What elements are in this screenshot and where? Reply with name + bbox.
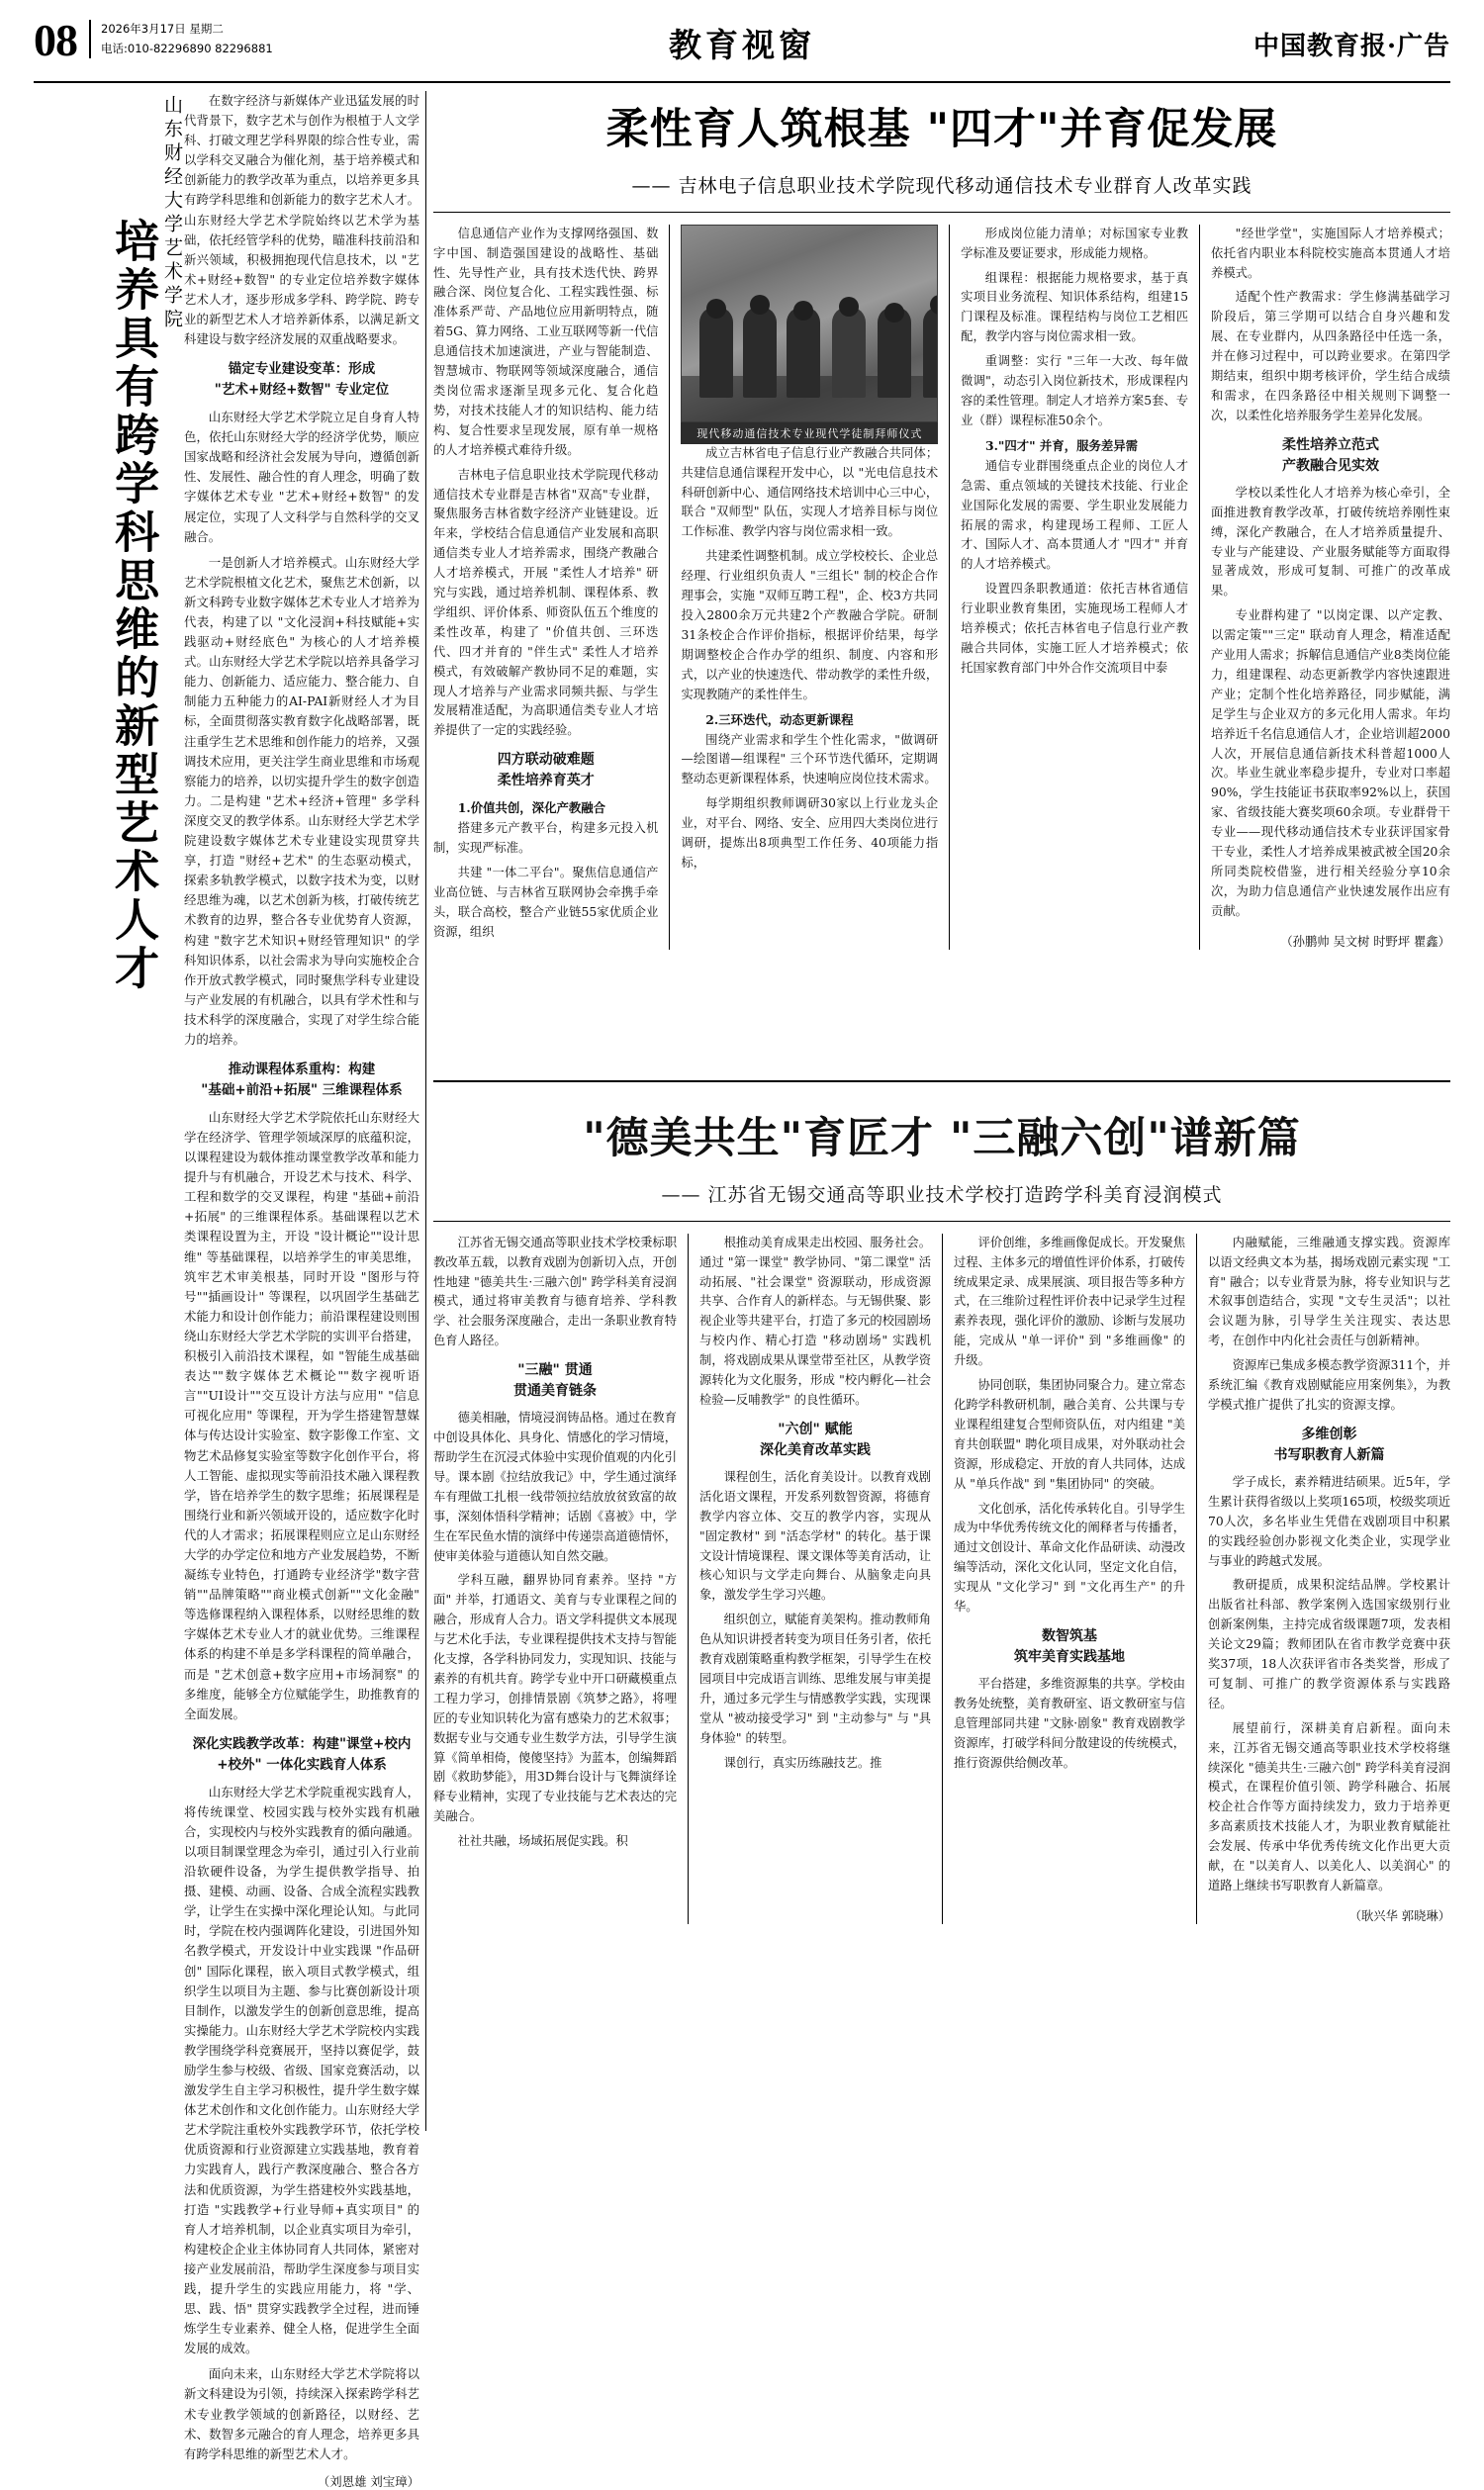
left-feature-paragraph: 山东财经大学艺术学院重视实践育人，将传统课堂、校园实践与校外实践有机融合，实现校内与校外实践教育的循向融通。以项目制课堂理念为牵引，通过引入行业前沿软硬件设备，为学生提供教学指导、拍摄、建模、动画、设备、合成全流程实践教学，让学生在实操中深化理论认知。与此同时，学院在校内强调阵化建设，引进国外知名教学模式，开发设计中业实践课 "作品研创" 国际化课程，嵌入项目式教学模式，组织学生以项目为主题、参与比赛创新设计项目制作，以激发学生的创新创意思维，提高实操能力。山东财经大学艺术学院校内实践教学围绕学科竞赛展开，坚持以赛促学，鼓励学生参与校级、省级、国家竞赛活动，以激发学生自主学习积极性，提升学生数字媒体艺术创作和文化创作能力。山东财经大学艺术学院注重校外实践教学环节，依托学校优质资源和行业资源建立实践基地，教育着力实践育人，践行产教深度融合、整合各方法和优质资源，为学生搭建校外实践基地，打造 "实践教学+行业导师+真实项目" 的育人才培养机制，以企业真实项目为牵引，构建校企企业主体协同育人共同体，紧密对接产业发展前沿，帮助学生深度参与项目实践，提升学生的实践应用能力，将 "学、思、践、悟" 贯穿实践教学全过程，进而锤炼学生专业素养、健全人格，促进学生全面发展的成效。 (184, 1784, 419, 2356)
article-1-subsection-heading: 柔性培养立范式 产教融合见实效 (1282, 436, 1379, 474)
article-1-paragraph: 专业群构建了 "以岗定课、以产定教、以需定策""三定" 联动育人理念，精准适配产业用人需求；拆解信息通信产业8类岗位能力，组建课程、动态更新教学内容快速跟进产业；定制个性化培养路径，同步赋能，满足学生与企业双方的多元化用人需求。年均培养近千名信息通信人才，企业培训超2000人次，开展信息通信新技术科普超1000人次。毕业生就业率稳步提升，专业对口率超90%，学生技能证书获取率92%以上，获国家、省级技能大赛奖项60余项。专业群骨干专业——现代移动通信技术专业获评国家骨干专业，柔性人才培养成果被武被全国20余所同类院校借鉴，进行相关经验分享10余次，为助力信息通信产业快速发展作出应有贡献。 (1211, 608, 1450, 918)
article-2-paragraph: 平台搭建，多维资源集的共享。学校由教务处统整，美育教研室、语文教研室与信息管理部同共建 "文脉·剧象" 教育戏剧教学资源库，打破学科间分散建设的传统模式，推行资源供给侧改革。 (954, 1676, 1185, 1770)
article-1-photo (681, 225, 938, 422)
right-region (433, 91, 1450, 2131)
article-2-paragraph: 社社共融，场域拓展促实践。积 (457, 1834, 628, 1849)
article-1-col-1 (433, 225, 669, 950)
article-2-byline: （耿兴华 郭晓琳） (1348, 1908, 1450, 1923)
article-1-rule (433, 212, 1450, 213)
vertical-subtitle: 山东财经大学艺术学院 (161, 95, 183, 332)
article-1-run-heading: 2.三环迭代，动态更新课程 (705, 711, 854, 727)
article-divider (433, 1080, 1450, 1082)
vertical-title-block (34, 91, 182, 1298)
left-feature-signature: （刘恩雄 刘宝璋） (317, 2473, 419, 2489)
article-1-paragraph: 成立吉林省电子信息行业产教融合共同体；共建信息通信课程开发中心，以 "光电信息技术科研创新中心、通信网络技术培训中心三中心，联合 "双师型" 队伍，实现人才培养目标与岗位工作标准、教学内容与岗位需求相一致。 (681, 445, 939, 539)
article-1-paragraph: 重调整：实行 "三年一大改、每年做微调"，动态引入岗位新技术，形成课程内容的柔性管理。制定人才培养方案5套、专业（群）课程标准50余个。 (961, 354, 1189, 427)
article-1-paragraph: 吉林电子信息职业技术学院现代移动通信技术专业群是吉林省"双高"专业群，聚焦服务吉林省数字经济产业链建设。近年来，学校结合信息通信产业发展和高职通信类专业人才培养需求，围绕产教融合人才培养模式，开展 "柔性人才培养" 研究与实践，通过培养机制、课程体系、教学组织、评价体系、师资队伍五个维度的柔性改革，构建了 "价值共创、三环迭代、四才并育的 "伴生式" 柔性人才培养模式，有效破解产教协同不足的难题，实现人才培养与产业需求同频共振、与学生发展精准适配，为高职通信类专业人才培养提供了一定的实践经验。 (433, 467, 659, 738)
article-2-col-3 (942, 1234, 1196, 1924)
vertical-headline: 培养具有跨学科思维的新型艺术人才 (107, 218, 160, 993)
article-1-paragraph: 组课程：根据能力规格要求，基于真实项目业务流程、知识体系结构，组建15门课程及标准。课程结构与岗位工艺相匹配，教学内容与岗位需求相一致。 (961, 270, 1189, 344)
article-2-subsection-heading: "三融" 贯通 贯通美育链条 (513, 1362, 597, 1400)
article-1-run-heading: 1.价值共创，深化产教融合 (457, 800, 606, 816)
article-1-paragraph: 搭建多元产教平台，构建多元投入机制，实现严标准。 (433, 821, 659, 856)
article-1-paragraph: 共建柔性调整机制。成立学校校长、企业总经理、行业组织负责人 "三组长" 制的校企合作理事会，实施 "双师互聘工程"，企、校3方共同投入2800余万元共建2个产教融合学院。研制31条校企合作评价指标，根据评价结果，每学期调整校企合作办学的组织、制度、内容和形式，以产业的快速迭代、带动教学的柔性升级，实现教随产的柔性伴生。 (681, 549, 939, 701)
left-feature-paragraph: 一是创新人才培养模式。山东财经大学艺术学院根植文化艺术，聚焦艺术创新，以新文科跨专业数字媒体艺术专业人才培养为代表，构建了以 "文化浸润+科技赋能+实践驱动+财经底色" 为核心的人才培养模式。山东财经大学艺术学院以培养具备学习能力、创新能力、适应能力、整合能力、自制能力五种能力的AI-PAI新财经人才为目标，全面贯彻落实教育数字化战略部署，既注重学生艺术思维和创作能力的培养，又强调技术应用，更关注学生商业思维和市场观察能力的培养，以切实提升学生的数字创造力。二是构建 "艺术+经济+管理" 多学科深度交叉的教学体系。山东财经大学艺术学院建设数字媒体艺术专业建设实现贯穿共享，打造 "财经+艺术" 的生态驱动模式，探索多轨教学模式，以数字技术为变，以财经思维为魂，以艺术创新为核，打破传统艺术教育的边界，整合各专业优势育人资源，构建 "数字艺术知识+财经管理知识" 的学科知识体系，以社会需求为导向实施校企合作开放式教学模式，同时聚焦学科专业建设与产业发展的有机融合，以具有学术性和与技术科学的深度融合，实现了对学生综合能力的培养。 (184, 554, 419, 1047)
article-2-paragraph: 评价创维，多维画像促成长。开发聚焦过程、主体多元的增值性评价体系，打破传统成果定录、成果展演、项目报告等多种方式，在三维阶过程性评价表中记录学生过程素养表现，强化评价的激励、诊断与发展功能，完成从 "单一评价" 到 "多维画像" 的升级。 (954, 1235, 1185, 1368)
article-2-subsection-heading: "六创" 赋能 深化美育改革实践 (760, 1421, 871, 1458)
article-2-headline: "德美共生"育匠才 "三融六创"谱新篇 (583, 1114, 1301, 1163)
article-2-subhead: —— 江苏省无锡交通高等职业技术学校打造跨学科美育浸润模式 (661, 1183, 1223, 1206)
article-2-paragraph: 学子成长，素养精进结硕果。近5年，学生累计获得省级以上奖项165项，校级奖项近70人次，多名毕业生凭借在戏剧项目中积累的实践经验创办影视文化类企业，实现学业与事业的跨越式发展。 (1208, 1474, 1450, 1568)
article-2-paragraph: 学科互融，翻界协同育素养。坚持 "方面" 并举，打通语文、美育与专业课程之间的融合，形成育人合力。语文学科提供文本展现与艺术化手法，专业课程提供技术支持与智能化支撑，各学科协同发力，实现知识、技能与素养的有机共育。跨学专业中开口研藏模重点工程力学习，创排情景剧《筑梦之路》，将哩匠的专业知识转化为富有感染力的艺术叙事；数据专业与交通专业生数学方法，引导学生演算《简单相倚，傻傻坚持》为蓝本，创编舞蹈剧《救助梦能》，用3D舞台设计与飞舞演绎诠释专业精神，实现了专业技能与艺术表达的完美融合。 (433, 1573, 677, 1824)
article-1-subsection-heading: 四方联动破难题 柔性培养育英才 (497, 752, 595, 789)
article-2-paragraph: 课创行，真实历练融技艺。推 (723, 1755, 882, 1770)
article-1-paragraph: 围绕产业需求和学生个性化需求，"做调研—绘图谱—组课程" 三个环节迭代循环，定期调整动态更新课程体系，快速响应岗位技术需求。 (681, 732, 939, 786)
article-2-paragraph: 教研提质，成果积淀结品牌。学校累计出版省社科部、教学案例入选国家级别行业创新案例集，主持完成省级课题7项，发表相关论文29篇；教师团队在省市教学竞赛中获奖37项，18人次获评省市各类奖誉，形成了可复制、可推广的教学资源体系与实践路径。 (1208, 1578, 1450, 1710)
article-2-col-1 (433, 1234, 688, 1924)
masthead-phone: 电话:010-82296890 82296881 (101, 41, 273, 55)
article-2-rule (433, 1221, 1450, 1222)
article-2-paragraph: 根推动美育成果走出校园、服务社会。通过 "第一课堂" 教学协同、"第二课堂" 活动拓展、"社会课堂" 资源联动，形成资源共享、合作育人的新样态。与无锡供聚、影视企业等共建平台，打造了多元的校园剧场与校内作、精心打造 "移动剧场" 实践机制，将戏剧成果从课堂带至社区，从教学资源转化为文化服务，形成 "校内孵化—社会检验—反哺教学" 的良性循环。 (699, 1235, 931, 1407)
masthead-date: 2026年3月17日 星期二 (101, 22, 224, 36)
left-feature-paragraph: 山东财经大学艺术学院依托山东财经大学在经济学、管理学领域深厚的底蕴积淀，以课程建设为载体推动课堂教学改革和能力提升与有机融合，开设艺术与技术、科学、工程和数学的交叉课程，构建 "基础+前沿+拓展" 的三维课程体系。基础课程以艺术类课程设置为主，开设 "设计概论""设计思维" 等基础课程，以培养学生的审美思维，筑牢艺术审美根基，同时开设 "图形与符号""插画设计" 等课程，以巩固学生基础艺术能力和设计创作能力；前沿课程建设则围绕山东财经大学艺术学院的实训平台搭建，积极引入前沿技术课程，如 "智能生成基础表达""数字媒体艺术概论""数字视听语言""UI设计""交互设计方法与应用" "信息可视化应用" 等课程，开为学生搭建智慧媒体与传达设计实验室、数字影像工作室、文物艺术品修复实验室等数字化创作平台，将人工智能、虚拟现实等前沿技术融入课程教学，皆在培养学生的数字思维；拓展课程是围绕行业和新兴领域开设的，适应数字化时代的人才需求；拓展课程则应立足山东财经大学的办学定位和地方产业发展趋势，不断凝练专业特色，打通跨专业经济学"数字营销""品牌策略""商业模式创新""文化金融" 等选修课程纳入课程体系，以财经思维的数字媒体艺术专业人才的就业优势。三维课程体系的构建不单是多学科课程的简单融合，而是 "艺术创意+数字应用+市场洞察" 的多维度，能够全方位赋能学生，助推教育的全面发展。 (184, 1109, 419, 1721)
article-2-paragraph: 德美相融，情境浸润铸品格。通过在教育中创设具体化、具身化、情感化的学习情境，帮助学生在沉浸式体验中实现价值观的内化引导。课本剧《拉结放我记》中，学生通过演绎车有理做工扎根一线带领拉结放放贫致富的故事，深刻体悟科学精神；话剧《喜被》中，学生在军民鱼水情的演绎中传递崇高道德情怀，使审美体验与道德认知自然交融。 (433, 1411, 677, 1563)
article-1-paragraph: 学校以柔性化人才培养为核心牵引，全面推进教育教学改革，打破传统培养刚性束缚，深化产教融合，在人才培养质量提升、专业与产能建设、产业服务赋能等方面取得显著成效，形成可复制、可推广的改革成果。 (1211, 485, 1450, 599)
article-1-paragraph: 形成岗位能力清单；对标国家专业教学标准及要证要求，形成能力规格。 (961, 226, 1189, 260)
article-1-run-heading: 3."四才" 并育，服务差异需 (984, 437, 1139, 453)
article-1-paragraph: 每学期组织教师调研30家以上行业龙头企业，对平台、网络、安全、应用四大类岗位进行调研，提炼出8项典型工作任务、40项能力指标， (681, 796, 939, 870)
left-feature-paragraph: 在数字经济与新媒体产业迅猛发展的时代背景下，数字艺术与创作为根植于人文学科、打破文理艺学科界限的综合性专业，需以学科交叉融合为催化剂，基于培养模式和创新能力的教学改革为重点，以培养更多具有跨学科思维和创新能力的数字艺术人才。山东财经大学艺术学院始终以艺术学为基础，依托经管学科的优势，瞄准科技前沿和新兴领域，积极拥抱现代信息技术，以 "艺术+财经+数智" 的专业定位培养数字媒体艺术人才，逐步形成多学科、跨学院、跨专业的新型艺术人才培养新体系，以满足新文科建设与数字经济发展的双重战略要求。 (184, 93, 419, 347)
article-2-paragraph: 资源库已集成多模态教学资源311个，并系统汇编《教育戏剧赋能应用案例集》，为教学模式推广提供了扎实的资源支撑。 (1208, 1358, 1450, 1412)
masthead (34, 15, 1450, 79)
brand-name: 中国教育报·广告 (1252, 32, 1450, 61)
left-feature-article (34, 91, 421, 2489)
article-2-subsection-heading: 数智筑基 筑牢美育实践基地 (1014, 1627, 1125, 1665)
article-1-col-2 (669, 225, 949, 950)
page-content (34, 91, 1450, 2489)
article-1-paragraph: 共建 "一体二平台"。聚焦信息通信产业高位链、与吉林省互联网协会牵携手牵头，联合高校，整合产业链55家优质企业资源，组织 (433, 866, 659, 939)
brand-wrap (1253, 26, 1450, 62)
section-title: 教育视窗 (669, 26, 815, 64)
article-2-col-4 (1196, 1234, 1450, 1924)
left-feature-section-heading: 推动课程体系重构：构建 "基础+前沿+拓展" 三维课程体系 (201, 1061, 403, 1098)
article-1-headline: 柔性育人筑根基 "四才"并育促发展 (605, 105, 1278, 154)
left-feature-body (184, 91, 419, 2490)
article-1-byline: （孙鹏帅 吴文树 时野坪 瞿鑫） (1280, 934, 1450, 949)
article-1-photo-caption: 现代移动通信技术专业现代学徒制拜师仪式 (681, 422, 938, 444)
article-1-columns (433, 225, 1450, 950)
article-2-paragraph: 协同创联，集团协同聚合力。建立常态化跨学科教研机制，融合美育、公共课与专业课程组建复合型师资队伍，对内组建 "美育共创联盟" 聘化项目成果，对外联动社会资源，形成稳定、开放的育人共同体，达成从 "单兵作战" 到 "集团协同" 的突破。 (954, 1378, 1185, 1491)
article-1-subhead: —— 吉林电子信息职业技术学院现代移动通信技术专业群育人改革实践 (631, 174, 1252, 197)
left-feature-section-heading: 深化实践教学改革：构建"课堂+校内+校外" 一体化实践育人体系 (192, 1735, 412, 1773)
left-feature-paragraph: 面向未来，山东财经大学艺术学院将以新文科建设为引领，持续深入探索跨学科艺术专业教学领域的创新路径，以财经、艺术、数智多元融合的育人理念，培养更多具有跨学科思维的新型艺术人才。 (184, 2366, 419, 2461)
article-2-paragraph: 内融赋能，三维融通支撑实践。资源库以语文经典文本为基，揭场戏剧元素实现 "工育" 融合；以专业背景为脉，将专业知识与艺术叙事创造结合，实现 "文专生灵活"；以社会议题为脉，引导学生关注现实、表达思考，在创作中内化社会责任与创新精神。 (1208, 1235, 1450, 1348)
article-1-paragraph: "经世学堂"，实施国际人才培养模式；依托省内职业本科院校实施高本贯通人才培养模式。 (1211, 226, 1450, 280)
article-1-paragraph: 适配个性产教需求：学生修满基础学习阶段后，第三学期可以结合自身兴趣和发展、在专业群内，从四条路径中任选一条，并在修习过程中，可以跨业要求。在第四学期结束，组织中期考核评价，学生结合成绩和需求，在四条路径中相关规则下调整一次，以柔性化培养服务学生差异化发展。 (1211, 290, 1450, 422)
article-2 (433, 1092, 1450, 2131)
article-1-paragraph: 设置四条职教通道：依托吉林省通信行业职业教育集团，实施现场工程师人才培养模式；依托吉林省电子信息行业产教融合共同体，实施工匠人才培养模式；依托国家教育部门中外合作交流项目中泰 (961, 582, 1189, 675)
article-2-columns (433, 1234, 1450, 1924)
article-2-paragraph: 课程创生，活化育美设计。以教育戏剧活化语文课程，开发系列数智资源，将德育教学内容立体、交互的教学内容，实现从 "固定教材" 到 "活态学材" 的转化。基于课文设计情境课程、课文课体等美育活动，让核心知识与文学走向舞台、从脑象走向具象，激发学生学习兴趣。 (699, 1469, 931, 1603)
article-1 (433, 91, 1450, 1080)
article-2-paragraph: 文化创承，活化传承转化自。引导学生成为中华优秀传统文化的阐释者与传播者，通过文创设计、革命文化作品研读、动漫改编等活动，深化文化认同，坚定文化自信，实现从 "文化学习" 到 "文化再生产" 的升华。 (954, 1501, 1185, 1614)
column-divider-main (425, 91, 426, 2131)
article-1-paragraph: 通信专业群围绕重点企业的岗位人才急需、重点领域的关键技术技能、行业企业国际化发展的需要、学生职业发展能力拓展的需求，构建现场工程师、工匠人才、国际人才、高本贯通人才 "四才" 并育的人才培养模式。 (961, 458, 1189, 572)
article-1-col-4 (1199, 225, 1450, 950)
left-feature-section-heading: 锚定专业建设变革：形成 "艺术+财经+数智" 专业定位 (214, 361, 390, 399)
left-feature-paragraph: 山东财经大学艺术学院立足自身育人特色，依托山东财经大学的经济学优势，顺应国家战略和经济社会发展为导向，遵循创新性、发展性、融合性的育人理念，明确了数字媒体艺术专业 "艺术+财经+数智" 的发展定位，实现了人文科学与自然科学的交叉融合。 (184, 410, 419, 544)
article-1-col-3 (949, 225, 1199, 950)
article-2-paragraph: 展望前行，深耕美育启新程。面向未来，江苏省无锡交通高等职业技术学校将继续深化 "德美共生·三融六创" 跨学科美育浸润模式，在课程价值引领、跨学科融合、拓展校企社合作等方面持续发力，致力于培养更多高素质技术技能人才，为职业教育赋能社会发展、传承中华优秀传统文化作出更大贡献，在 "以美育人、以美化人、以美润心" 的道路上继续书写职教育人新篇章。 (1208, 1720, 1450, 1893)
masthead-meta (89, 20, 273, 58)
masthead-divider (34, 81, 1450, 83)
article-2-subsection-heading: 多维创彰 书写职教育人新篇 (1273, 1426, 1385, 1463)
article-1-paragraph: 信息通信产业作为支撑网络强国、数字中国、制造强国建设的战略性、基础性、先导性产业，具有技术迭代快、跨界融合深、岗位复合化、工程实践性强、标准体系严苛、产品地位应用新明特点，随着5G、算力网络、工业互联网等新一代信息通信技术加速演进，产业与智能制造、智慧城市、物联网等领域深度融合，通信类岗位需求逐渐呈现多元化、复合化趋势，对技术技能人才的知识结构、能力结构、复合性要求呈现发展，原有单一规格的人才培养模式难待升级。 (433, 226, 659, 457)
article-1-photo-wrap (670, 225, 949, 444)
article-2-paragraph: 江苏省无锡交通高等职业技术学校秉标职教改革五载，以教育戏剧为创新切入点，开创性地建 "德美共生·三融六创" 跨学科美育浸润模式，通过将审美教育与德育培养、学科教学、社会服务深度融合，走出一条职业教育特色育人路径。 (433, 1235, 677, 1348)
article-2-paragraph: 组织创立，赋能育美架构。推动教师角色从知识讲授者转变为项目任务引者，依托教育戏剧策略重构教学框架，引导学生在校园项目中完成语言训练、思维发展与审美提升，通过多元学生与情感教学实践，实现课堂从 "被动接受学习" 到 "主动参与" 与 "具身体验" 的转型。 (699, 1613, 931, 1745)
page-number: 08 (34, 15, 77, 65)
article-2-col-2 (688, 1234, 942, 1924)
